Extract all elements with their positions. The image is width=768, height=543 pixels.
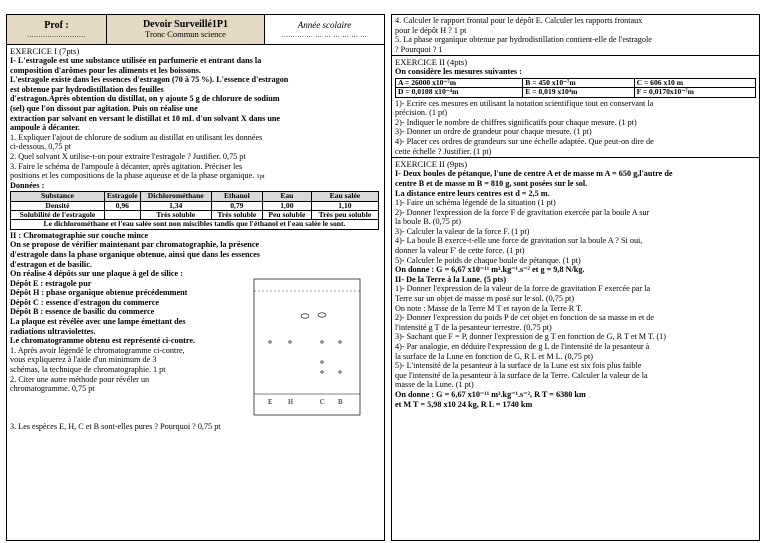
exercise-1-intro bbox=[10, 56, 381, 133]
chrom-question: 1. Après avoir légendé le chromatogramme ci-contre, bbox=[10, 345, 185, 355]
chromatography-block bbox=[10, 269, 381, 422]
intro-line: ampoule à décanter. bbox=[10, 123, 80, 133]
table-cell: Peu soluble bbox=[262, 211, 311, 220]
chrom-line: La plaque est révélée avec une lampe émettant des bbox=[10, 317, 186, 327]
ex2-line: 2)- Indiquer le nombre de chiffres significatifs pour chaque mesure. (1 pt) bbox=[395, 117, 637, 127]
left-column bbox=[6, 14, 385, 541]
table-header: Eau bbox=[262, 192, 311, 201]
table-header-row bbox=[11, 192, 379, 201]
year-label: Année scolaire bbox=[297, 20, 352, 31]
intro-line: L'estragole existe dans les essences d'estragon (70 à 75 %). L'essence d'estragon bbox=[10, 75, 289, 85]
ex3-line: 5)- L'intensité de la pesanteur à la surface de la Lune est six fois plus faible bbox=[395, 361, 642, 371]
ex3-line: donner la valeur F' de cette force. (1 pt) bbox=[395, 246, 525, 256]
table-header: Estragole bbox=[104, 192, 140, 201]
table-row bbox=[396, 88, 756, 97]
table-cell: Densité bbox=[11, 201, 105, 210]
table-cell: E = 0,019 x10⁴m bbox=[523, 88, 634, 97]
intro-line: I- L'estragole est une substance utilisée en parfumerie et entrant dans la bbox=[10, 56, 262, 66]
exercise-2-title: EXERCICE II (4pts) bbox=[395, 57, 468, 68]
question-4b: pour le dépôt H ? 1 pt bbox=[395, 25, 467, 35]
chrom-line: radiations ultraviolettes. bbox=[10, 326, 96, 336]
ex3-line: On note : Masse de la Terre M T et rayon de la Terre R T. bbox=[395, 303, 583, 313]
question-3: 3. Faire le schéma de l'ampoule à décanter, après agitation. Préciser les bbox=[10, 161, 243, 171]
ex3-given-2: On donne : G = 6,67 x10⁻¹¹ m³.kg⁻¹.s⁻², R T = 6380 km bbox=[395, 389, 586, 399]
table-header: Substance bbox=[11, 192, 105, 201]
ex3-intro: La distance entre leurs centres est d = 2,5 m. bbox=[395, 188, 550, 198]
table-cell: Solubilité de l'estragole bbox=[11, 211, 105, 220]
chrom-line: Dépôt C : essence d'estragon du commerce bbox=[10, 297, 160, 307]
table-cell: Très peu soluble bbox=[311, 211, 378, 220]
intro-line: composition d'arômes pour les aliments et les boissons. bbox=[10, 65, 201, 75]
table-cell: 0,79 bbox=[211, 201, 262, 210]
chrom-question: schémas, la technique de chromatographie. 1 pt bbox=[10, 365, 166, 375]
question-5: 5. La phase organique obtenue par hydrodistillation contient-elle de l'estragole bbox=[395, 35, 652, 45]
table-cell: B = 450 x10⁻⁷m bbox=[523, 79, 634, 88]
ex3-line: Terre sur un objet de masse m posé sur le sol. (0,75 pt) bbox=[395, 294, 575, 304]
exercise-1 bbox=[7, 45, 384, 432]
chromatogram-svg bbox=[240, 269, 368, 419]
question-3b bbox=[10, 171, 381, 181]
exam-title: Devoir Surveillé1P1 bbox=[142, 18, 229, 30]
chromatography-text bbox=[10, 269, 240, 422]
silica-plate bbox=[254, 279, 360, 415]
chrom-line: Dépôt B : essence de basilic du commerce bbox=[10, 307, 155, 317]
right-column bbox=[391, 14, 760, 541]
chrom-line: Dépôt E : estragole pur bbox=[10, 278, 92, 288]
question-5b: ? Pourquoi ? 1 bbox=[395, 44, 443, 54]
deposit-label: C bbox=[320, 398, 325, 407]
table-header: Eau salée bbox=[311, 192, 378, 201]
ex3-line: 1)- Faire un schéma légendé de la situation (1 pt) bbox=[395, 198, 556, 208]
chrom-question: vous expliquerez à l'aide d'un minimum de 3 bbox=[10, 355, 157, 365]
table-cell: C = 606 x10 m bbox=[634, 79, 755, 88]
deposit-label: B bbox=[338, 398, 343, 407]
intro-line: est obtenue par hydrodistillation des feuilles bbox=[10, 84, 164, 94]
ex3-line: 5)- Calculer le poids de chaque boule de pétanque. (1 pt) bbox=[395, 255, 581, 265]
properties-table bbox=[10, 191, 379, 229]
table-header: Ethanol bbox=[211, 192, 262, 201]
title-cell bbox=[107, 15, 265, 44]
intro-line: (sel) que l'on dissout par agitation. Puis on réalise une bbox=[10, 104, 198, 114]
part-2-title: II : Chromatographie sur couche mince bbox=[10, 230, 149, 240]
year-cell bbox=[265, 15, 384, 44]
ex3-intro: I- Deux boules de pétanque, l'une de centre A et de masse m A = 650 g,l'autre de bbox=[395, 169, 673, 179]
ex3-line: 1)- Donner l'expression de la valeur de la force de gravitation F exercée par la bbox=[395, 284, 651, 294]
chrom-line: On réalise 4 dépôts sur une plaque à gel de silice : bbox=[10, 269, 183, 279]
question-2: 2. Quel solvant X utilise-t-on pour extraire l'estragole ? Justifier. 0,75 pt bbox=[10, 151, 246, 161]
ex3-line: l'intensité g T de la pesanteur terrestre. (0,75 pt) bbox=[395, 322, 552, 332]
ex3-line: 4)- La boule B exerce-t-elle une force de gravitation sur la boule A ? Si oui, bbox=[395, 236, 643, 246]
table-cell: 1,34 bbox=[140, 201, 211, 210]
ex3-line: 4)- Par analogie, en déduire l'expression de g L de l'intensité de la pesanteur à bbox=[395, 342, 650, 351]
chrom-question: 2. Citer une autre méthode pour révéler un bbox=[10, 374, 150, 384]
table-cell: 1,10 bbox=[311, 201, 378, 210]
table-note: Le dichlorométhane et l'eau salée sont non miscibles tandis que l'éthanol et l'eau salée le sont. bbox=[11, 220, 379, 229]
table-cell: A = 26000 x10⁻⁷m bbox=[396, 79, 523, 88]
measures-table bbox=[395, 78, 756, 98]
table-cell: 0,96 bbox=[104, 201, 140, 210]
question-1b: ci-dessous. 0,75 pt bbox=[10, 142, 71, 152]
ex3-line: 2)- Donner l'expression du poids P de cet objet en fonction de sa masse m et de bbox=[395, 313, 655, 323]
part-2-intro bbox=[10, 240, 381, 269]
part-2-line: On se propose de vérifier maintenant par chromatographie, la présence bbox=[10, 240, 260, 250]
chrom-line: Dépôt H : phase organique obtenue précédemment bbox=[10, 288, 188, 298]
question-3b-text: positions et les compositions de la phase aqueuse et de la phase organique. bbox=[10, 171, 255, 181]
ex3-intro: centre B et de masse m B = 810 g, sont posées sur le sol. bbox=[395, 178, 588, 188]
table-note-row bbox=[11, 220, 379, 229]
ex3-given-3: et M T = 5,98 x10 24 kg, R L = 1740 km bbox=[395, 399, 533, 409]
year-dots: ...... ... ... ... ... ... ... ... ... bbox=[281, 30, 368, 39]
table-header: Dichlorométhane bbox=[140, 192, 211, 201]
ex3-line: la boule B. (0,75 pt) bbox=[395, 217, 461, 227]
ex3-line: que l'intensité de la pesanteur à la surface de la Terre. Calculer la valeur de la bbox=[395, 370, 648, 380]
exercise-1-continued bbox=[392, 15, 759, 55]
ex3-line: masse de la Lune. (1 pt) bbox=[395, 380, 474, 390]
exercise-1-title: EXERCICE I (7pts) bbox=[10, 46, 80, 56]
chrom-question: 3. Les espèces E, H, C et B sont-elles pures ? Pourquoi ? 0,75 pt bbox=[10, 421, 221, 431]
prof-label: Prof : bbox=[44, 19, 69, 31]
prof-cell bbox=[7, 15, 107, 44]
ex3-line: 2)- Donner l'expression de la force F de gravitation exercée par la boule A sur bbox=[395, 207, 650, 217]
intro-line: extraction par solvant en versant le distillat et 10 mL d'un solvant X dans une bbox=[10, 113, 281, 123]
table-cell: Très soluble bbox=[211, 211, 262, 220]
table-cell: D = 0,0108 x10⁻⁴m bbox=[396, 88, 523, 97]
table-cell: F = 0,0170x10⁻⁷m bbox=[634, 88, 755, 97]
prof-dots: .......................... bbox=[27, 31, 86, 40]
table-cell: Très soluble bbox=[140, 211, 211, 220]
donnees-label: Données : bbox=[10, 180, 45, 190]
chrom-line: Le chromatogramme obtenu est représenté ci-contre. bbox=[10, 336, 196, 346]
exam-header bbox=[7, 15, 384, 45]
deposit-label: E bbox=[268, 398, 273, 407]
ex3-line: la surface de la Lune en fonction de G, R L et M L. (0,75 pt) bbox=[395, 351, 593, 361]
ex3-given: On donne : G = 6,67 x10⁻¹¹ m³.kg⁻¹.s⁻² et g = 9,8 N/kg. bbox=[395, 265, 585, 275]
deposit-label: H bbox=[288, 398, 294, 407]
part-2-line: d'estragole dans la phase organique obtenue, ainsi que dans les essences bbox=[10, 249, 260, 259]
ex2-line: 4)- Placer ces ordres de grandeurs sur une échelle adaptée. Que peut-on dire de bbox=[395, 137, 654, 147]
ex2-line: cette échelle ? Justifier. (1 pt) bbox=[395, 146, 492, 156]
ex2-line: précision. (1 pt) bbox=[395, 108, 448, 118]
ex3-part-2-title: II- De la Terre à la Lune. (5 pts) bbox=[395, 274, 507, 284]
ex2-line: 3)- Donner un ordre de grandeur pour chaque mesure. (1 pt) bbox=[395, 127, 592, 137]
ex3-line: 3)- Sachant que F = P, donner l'expression de g T en fonction de G, R T et M T. (1) bbox=[395, 332, 667, 342]
question-1: 1. Expliquer l'ajout de chlorure de sodium au distillat en utilisant les données bbox=[10, 132, 263, 142]
chrom-question: chromatogramme. 0,75 pt bbox=[10, 384, 95, 394]
table-cell: 1,00 bbox=[262, 201, 311, 210]
chromatogram-figure bbox=[240, 269, 381, 422]
ex2-line: 1)- Ecrire ces mesures en utilisant la notation scientifique tout en conservant la bbox=[395, 98, 654, 108]
exercise-2-intro: On considère les mesures suivantes : bbox=[395, 67, 522, 77]
question-3-points: 1pt bbox=[256, 173, 265, 181]
exam-subtitle: Tronc Commun science bbox=[145, 29, 226, 40]
exercise-3 bbox=[392, 157, 759, 410]
part-2-line: d'estragon et de basilic. bbox=[10, 259, 92, 269]
exercise-3-title: EXERCICE II (9pts) bbox=[395, 159, 468, 170]
ex3-line: 3)- Calculer la valeur de la force F. (1 pt) bbox=[395, 226, 530, 236]
exercise-2 bbox=[392, 55, 759, 157]
question-4: 4. Calculer le rapport frontal pour le dépôt E. Calculer les rapports frontaux bbox=[395, 16, 643, 25]
intro-line: d'estragon.Après obtention du distillat, on y ajoute 5 g de chlorure de sodium bbox=[10, 94, 280, 104]
